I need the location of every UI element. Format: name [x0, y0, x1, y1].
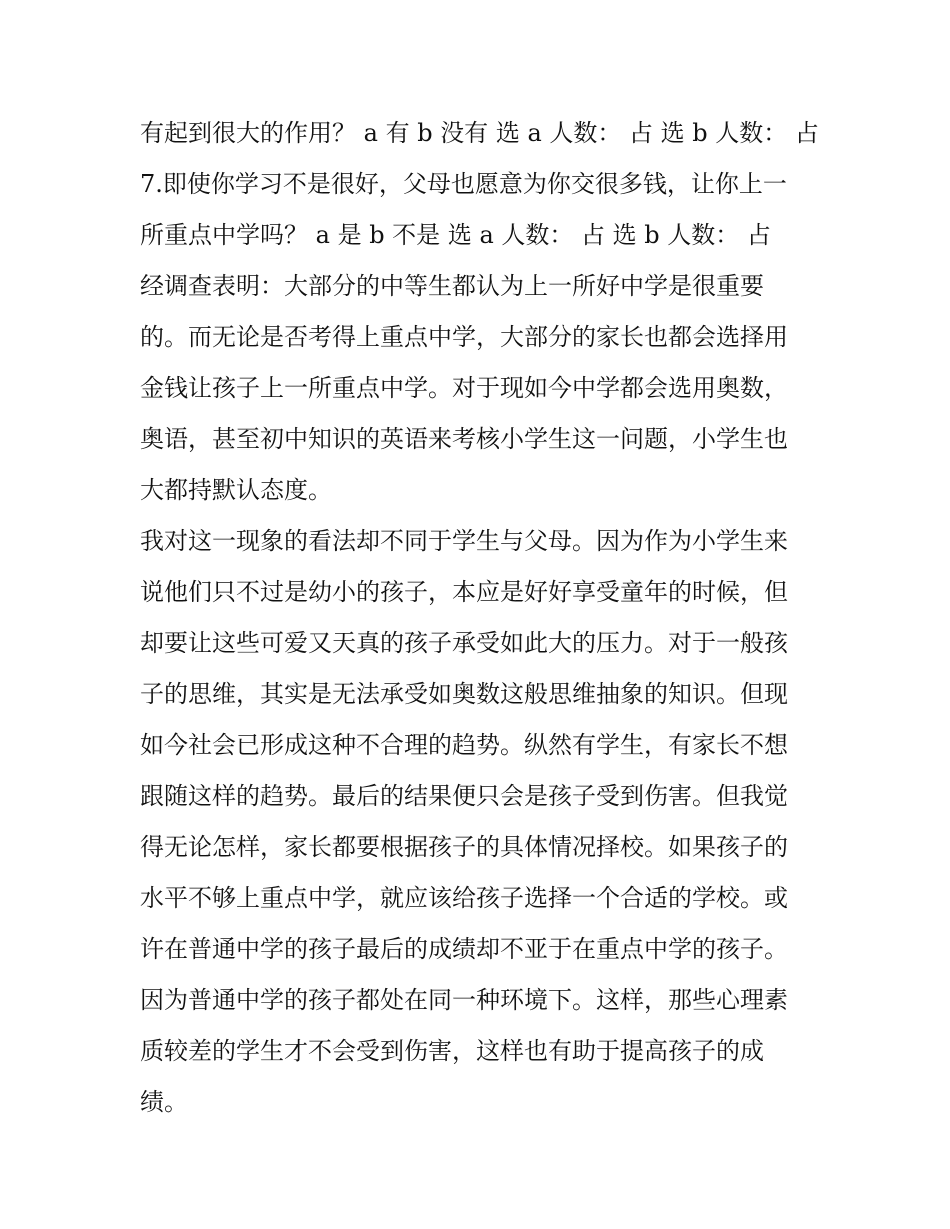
text-line-16: 水平不够上重点中学，就应该给孩子选择一个合适的学校。或: [140, 884, 788, 912]
text-line-9: 我对这一现象的看法却不同于学生与父母。因为作为小学生来: [140, 527, 788, 555]
text-line-17: 许在普通中学的孩子最后的成绩却不亚于在重点中学的孩子。: [140, 935, 788, 963]
text-line-4: 经调查表明：大部分的中等生都认为上一所好中学是很重要: [140, 272, 764, 300]
text-line-20: 绩。: [140, 1088, 188, 1116]
text-line-5: 的。而无论是否考得上重点中学，大部分的家长也都会选择用: [140, 323, 788, 351]
text-line-13: 如今社会已形成这种不合理的趋势。纵然有学生，有家长不想: [140, 731, 788, 759]
text-line-12: 子的思维，其实是无法承受如奥数这般思维抽象的知识。但现: [140, 680, 788, 708]
text-line-8: 大都持默认态度。: [140, 476, 332, 504]
body-text: [140, 108, 820, 1128]
text-line-1: 有起到很大的作用？ a 有 b 没有 选 a 人数： 占 选 b 人数： 占: [140, 119, 819, 147]
text-line-15: 得无论怎样，家长都要根据孩子的具体情况择校。如果孩子的: [140, 833, 788, 861]
text-line-18: 因为普通中学的孩子都处在同一种环境下。这样，那些心理素: [140, 986, 788, 1014]
text-line-10: 说他们只不过是幼小的孩子，本应是好好享受童年的时候，但: [140, 578, 788, 606]
text-line-6: 金钱让孩子上一所重点中学。对于现如今中学都会选用奥数，: [140, 374, 788, 402]
text-line-3: 所重点中学吗？ a 是 b 不是 选 a 人数： 占 选 b 人数： 占: [140, 221, 771, 249]
text-line-7: 奥语，甚至初中知识的英语来考核小学生这一问题，小学生也: [140, 425, 788, 453]
text-line-14: 跟随这样的趋势。最后的结果便只会是孩子受到伤害。但我觉: [140, 782, 788, 810]
text-line-11: 却要让这些可爱又天真的孩子承受如此大的压力。对于一般孩: [140, 629, 788, 657]
text-line-19: 质较差的学生才不会受到伤害，这样也有助于提高孩子的成: [140, 1037, 764, 1065]
text-line-2: 7.即使你学习不是很好，父母也愿意为你交很多钱，让你上一: [140, 170, 787, 198]
